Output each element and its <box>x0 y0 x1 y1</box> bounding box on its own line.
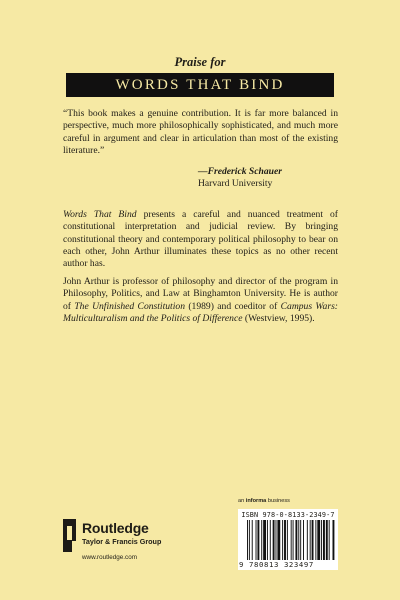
publisher-logo <box>63 519 183 564</box>
bio-part-3: (Westview, 1995). <box>242 312 315 324</box>
review-quote <box>63 108 338 157</box>
barcode-digits: 9 780813 323497 <box>239 560 314 569</box>
bio-part-2: (1989) and coeditor of <box>185 300 281 312</box>
quote-affiliation: Harvard University <box>198 178 273 190</box>
informa-tagline: an informa business <box>238 498 290 504</box>
bio-book-1: The Unfinished Constitution <box>74 300 185 312</box>
book-description <box>63 209 338 270</box>
bio-book-2: Campus Wars: Multiculturalism and the Politics of Difference <box>63 300 338 324</box>
barcode-bars <box>238 520 338 561</box>
quote-author: —Frederick Schauer <box>198 166 282 177</box>
publisher-url: www.routledge.com <box>82 554 137 561</box>
publisher-group: Taylor & Francis Group <box>82 537 162 546</box>
routledge-logo-icon <box>63 519 76 552</box>
publisher-name: Routledge <box>82 520 149 536</box>
isbn-number: ISBN 978-0-8133-2349-7 <box>241 511 335 519</box>
author-bio <box>63 276 338 325</box>
praise-heading: Praise for <box>174 55 226 69</box>
quote-text: “This book makes a genuine contribution. It is far more balanced in perspective, much more philosophically sophisticated, and much more careful in argument and clear in articulation than most of the existing literature.” <box>63 108 338 156</box>
description-book-title: Words That Bind <box>63 209 137 220</box>
quote-attribution <box>198 166 338 191</box>
book-title-banner: WORDS THAT BIND <box>66 73 334 97</box>
bio-part-1: John Arthur is professor of philosophy and director of the program in Philosophy, Politics, and Law at Binghamton University. He is author of <box>63 276 338 312</box>
isbn-barcode <box>238 509 338 570</box>
description-text: presents a careful and nuanced treatment of constitutional interpretation and judicial review. By bringing constitutional theory and contemporary political philosophy to bear on each other, John Arthur illuminates these topics as no other recent author has. <box>63 209 338 270</box>
